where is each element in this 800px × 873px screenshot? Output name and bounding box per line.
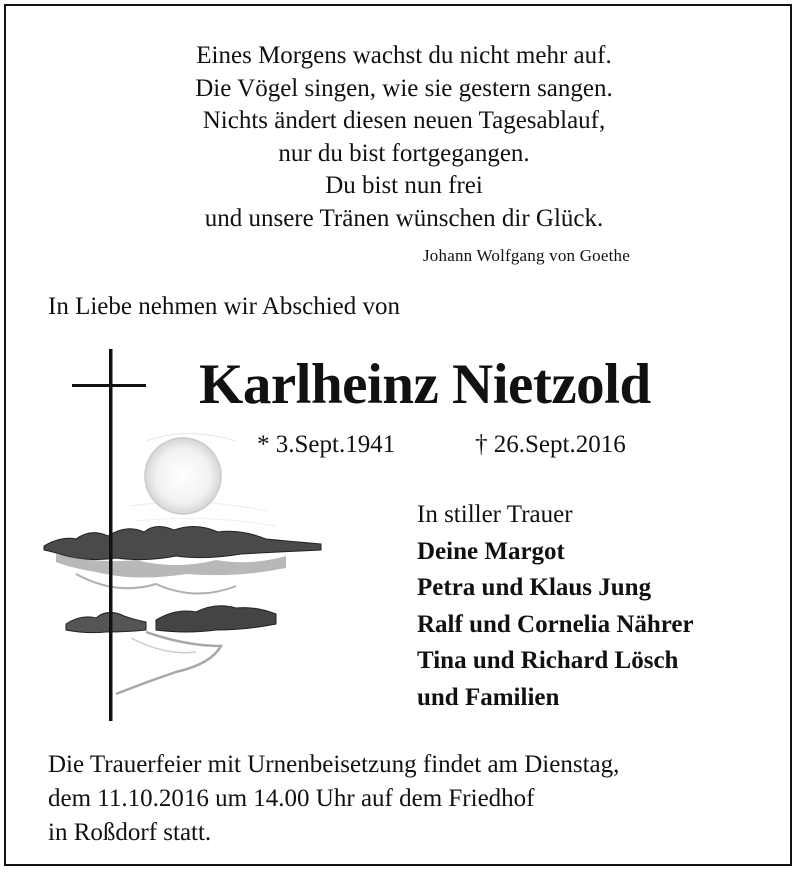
service-line-1: Die Trauerfeier mit Urnenbeisetzung findet am Dienstag, <box>48 751 620 778</box>
poem-line-5: Du bist nun frei <box>325 172 483 199</box>
mountain-ridge-upper <box>44 526 321 559</box>
mourner-name: und Familien <box>417 683 560 711</box>
mourner-name: Petra und Klaus Jung <box>417 574 652 601</box>
sun-icon <box>145 438 221 514</box>
mourner-name: Ralf und Cornelia Nährer <box>417 610 694 638</box>
mourners-list <box>417 497 694 716</box>
poem-line-1: Eines Morgens wachst du nicht mehr auf. <box>196 42 612 69</box>
mourner-name: Deine Margot <box>417 537 565 565</box>
poem-author: Johann Wolfgang von Goethe <box>422 246 630 265</box>
mountain-ridge-lower <box>66 612 146 632</box>
poem-line-6: und unsere Tränen wünschen dir Glück. <box>204 204 604 232</box>
mourners-heading: In stiller Trauer <box>417 501 573 528</box>
obituary-frame <box>4 4 792 866</box>
farewell-intro: In Liebe nehmen wir Abschied von <box>48 293 400 320</box>
valley-river <box>116 632 221 694</box>
mourner-name: Tina und Richard Lösch <box>417 647 679 674</box>
poem <box>6 40 800 235</box>
death-date: † 26.Sept.2016 <box>475 431 626 458</box>
poem-line-4: nur du bist fortgegangen. <box>278 139 530 167</box>
funeral-service-info <box>48 748 788 850</box>
mountain-ridge-lower-right <box>156 606 276 632</box>
service-line-2: dem 11.10.2016 um 14.00 Uhr auf dem Friedhof <box>48 785 535 812</box>
birth-date: * 3.Sept.1941 <box>257 431 396 458</box>
poem-line-3: Nichts ändert diesen neuen Tagesablauf, <box>202 107 606 134</box>
poem-line-2: Die Vögel singen, wie sie gestern sangen. <box>195 74 613 102</box>
deceased-name: Karlheinz Nietzold <box>199 353 651 416</box>
service-line-3: in Roßdorf statt. <box>48 819 212 846</box>
